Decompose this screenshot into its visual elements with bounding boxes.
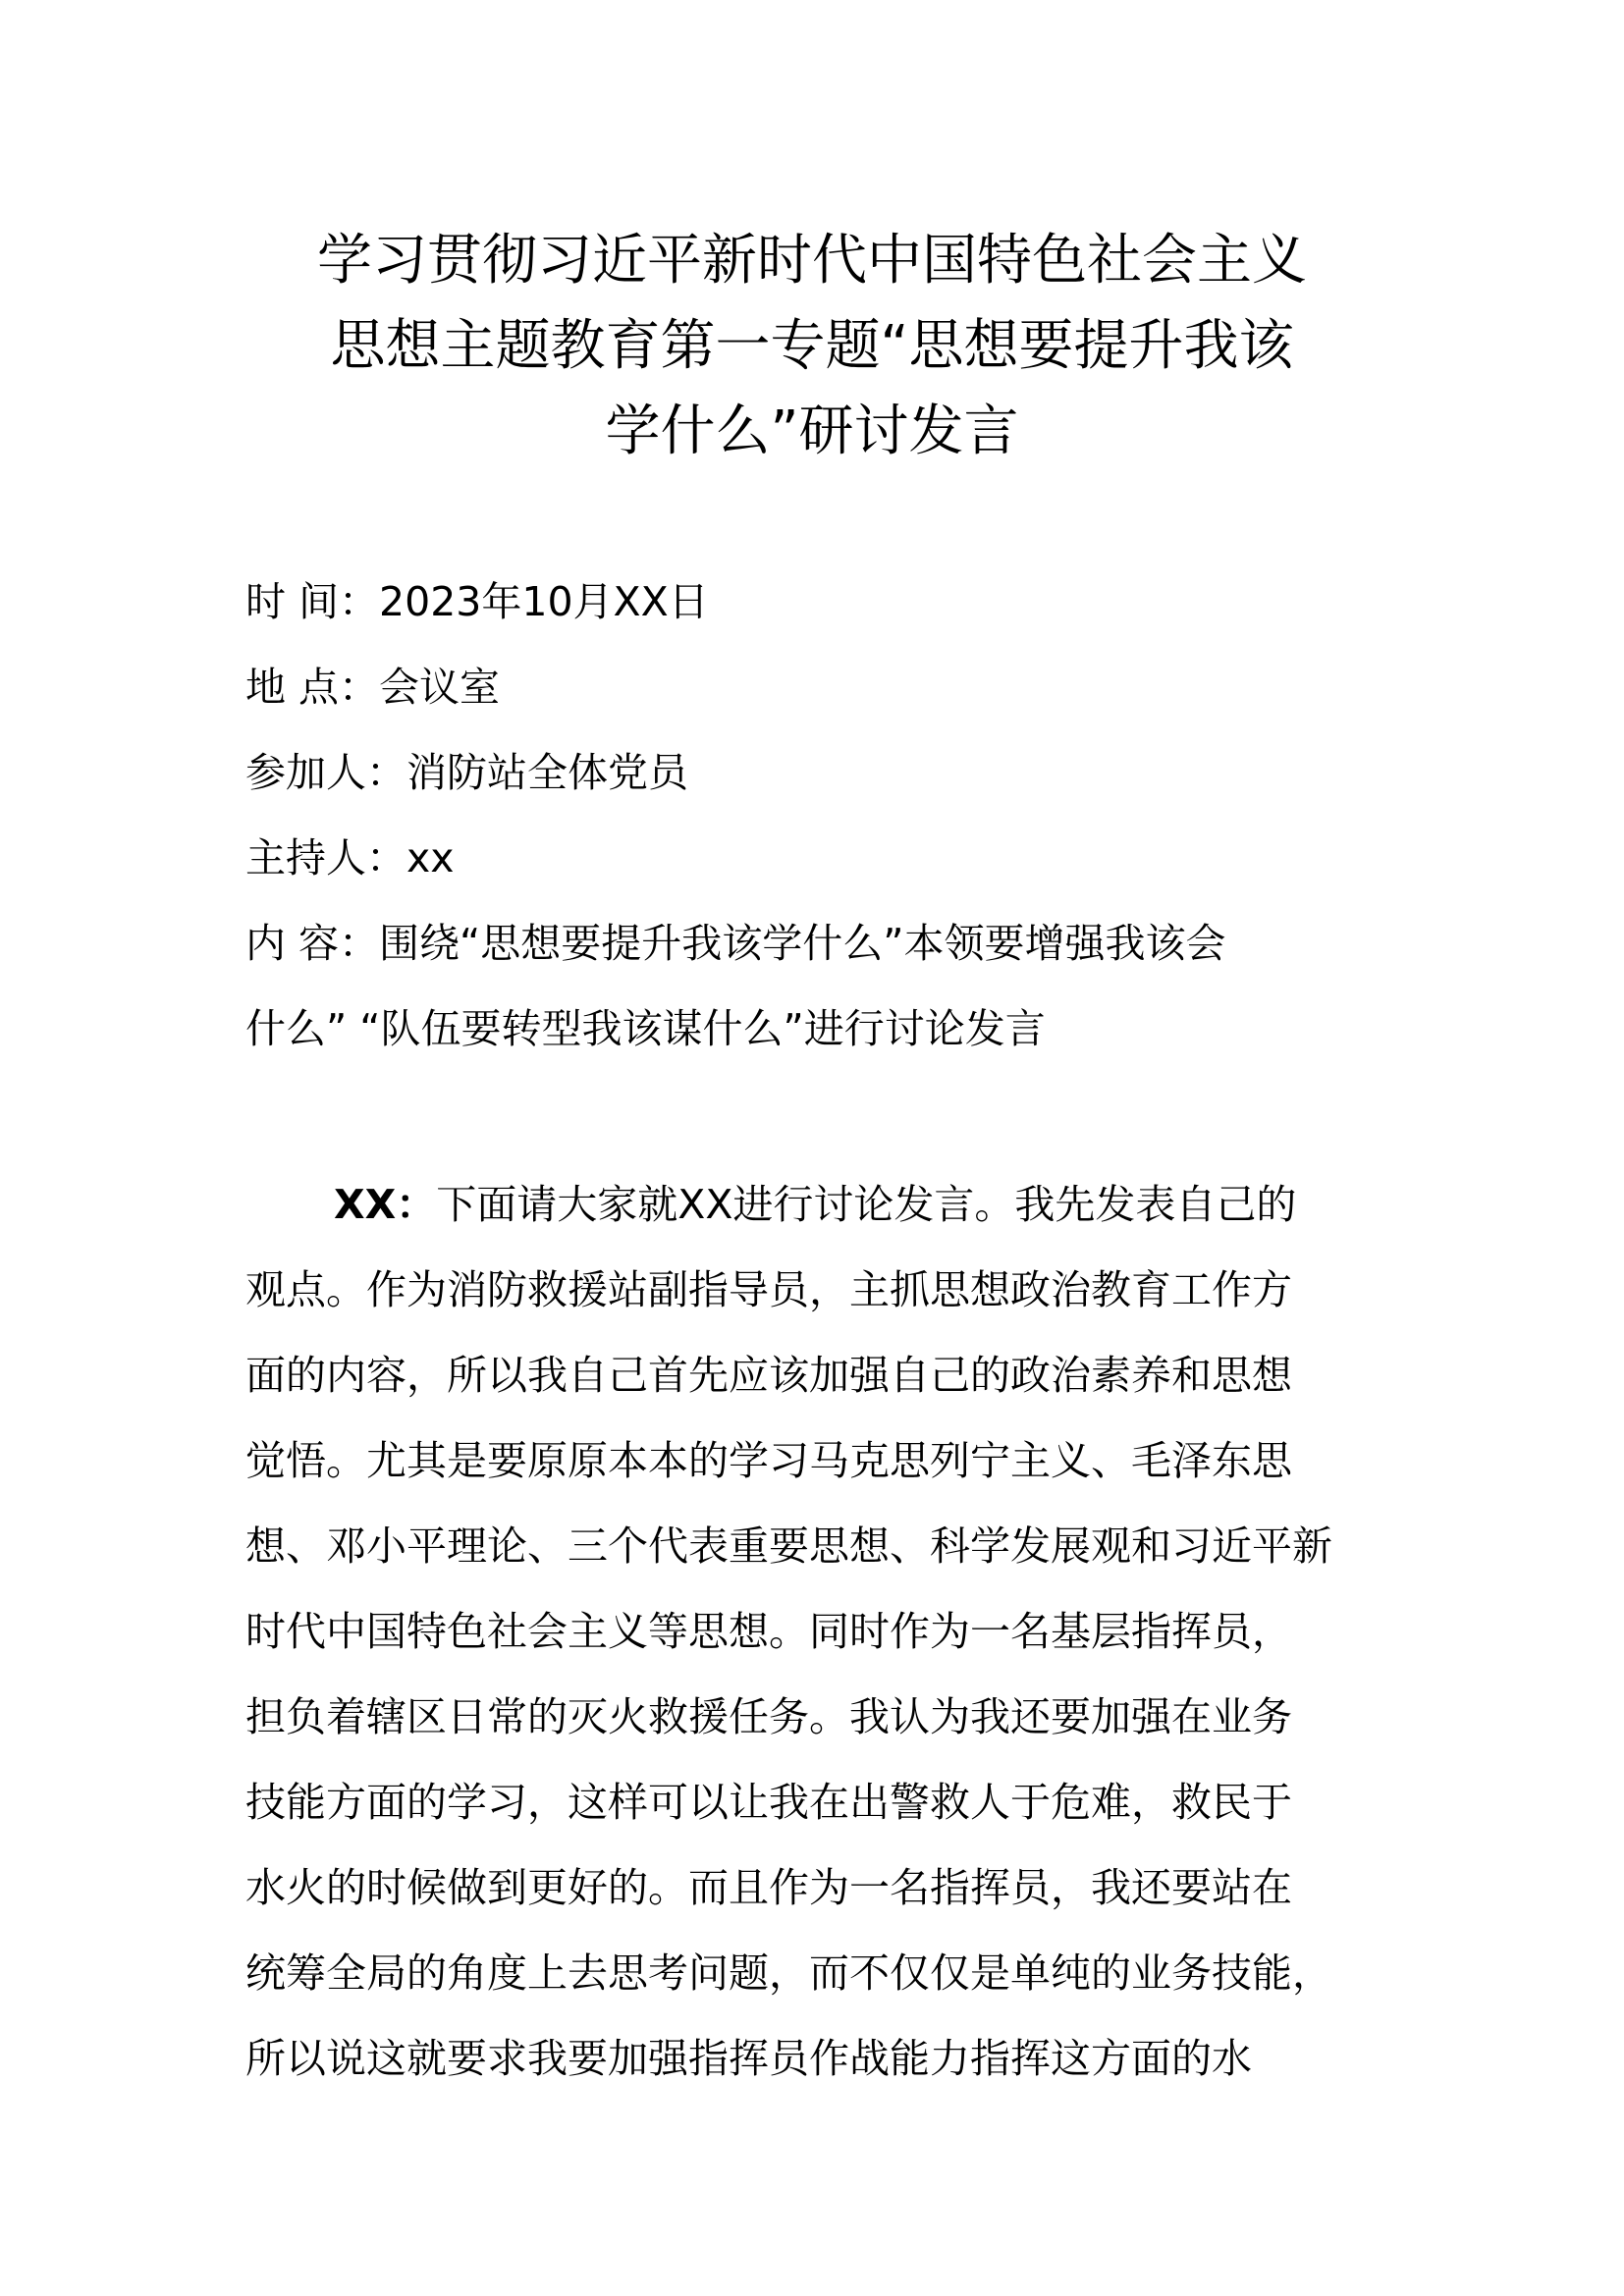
meta-location-value: 会议室 xyxy=(379,664,501,711)
meta-host-value: xx xyxy=(406,834,455,881)
speech-line-10: 统筹全局的角度上去思考问题，而不仅仅是单纯的业务技能， xyxy=(245,1949,1332,1997)
speech-line-7: 担负着辖区日常的灭火救援任务。我认为我还要加强在业务 xyxy=(245,1693,1292,1740)
speech-line-5: 想、邓小平理论、三个代表重要思想、科学发展观和习近平新 xyxy=(245,1522,1332,1570)
meta-host xyxy=(245,828,455,887)
meta-location-label: 地 点： xyxy=(245,664,380,711)
meta-time xyxy=(245,572,709,631)
speech-line-9: 水火的时候做到更好的。而且作为一名指挥员，我还要站在 xyxy=(245,1864,1292,1911)
meta-host-label: 主持人： xyxy=(245,834,406,881)
speech-line-6: 时代中国特色社会主义等思想。同时作为一名基层指挥员， xyxy=(245,1608,1292,1655)
speech-line-11: 所以说这就要求我要加强指挥员作战能力指挥这方面的水 xyxy=(245,2035,1252,2082)
document-title xyxy=(236,218,1388,474)
meta-participants-label: 参加人： xyxy=(245,749,406,796)
meta-participants-value: 消防站全体党员 xyxy=(406,749,688,796)
speech-line-4: 觉悟。尤其是要原原本本的学习马克思列宁主义、毛泽东思 xyxy=(245,1437,1292,1484)
meta-location xyxy=(245,658,500,717)
meta-time-value: 2023年10月XX日 xyxy=(379,578,709,625)
speech-line-3: 面的内容，所以我自己首先应该加强自己的政治素养和思想 xyxy=(245,1352,1292,1399)
title-line-2: 思想主题教育第一专题“思想要提升我该 xyxy=(330,314,1294,378)
speech-first-line xyxy=(334,1175,1296,1234)
title-line-1: 学习贯彻习近平新时代中国特色社会主义 xyxy=(317,229,1307,293)
meta-participants xyxy=(245,743,688,802)
speech-first-line-text: 下面请大家就XX进行讨论发言。我先发表自己的 xyxy=(436,1181,1297,1228)
speaker-name: XX： xyxy=(334,1181,437,1228)
speech-line-8: 技能方面的学习，这样可以让我在出警救人于危难，救民于 xyxy=(245,1779,1292,1826)
meta-content xyxy=(245,914,1226,973)
meta-content-value: 围绕“思想要提升我该学什么”本领要增强我该会 xyxy=(379,920,1226,967)
title-line-3: 学什么”研讨发言 xyxy=(605,400,1019,463)
meta-content-label: 内 容： xyxy=(245,920,380,967)
meta-time-label: 时 间： xyxy=(245,578,380,625)
meta-content-continuation: 什么” “队伍要转型我该谋什么”进行讨论发言 xyxy=(245,1005,1046,1052)
speech-line-2: 观点。作为消防救援站副指导员，主抓思想政治教育工作方 xyxy=(245,1266,1292,1313)
